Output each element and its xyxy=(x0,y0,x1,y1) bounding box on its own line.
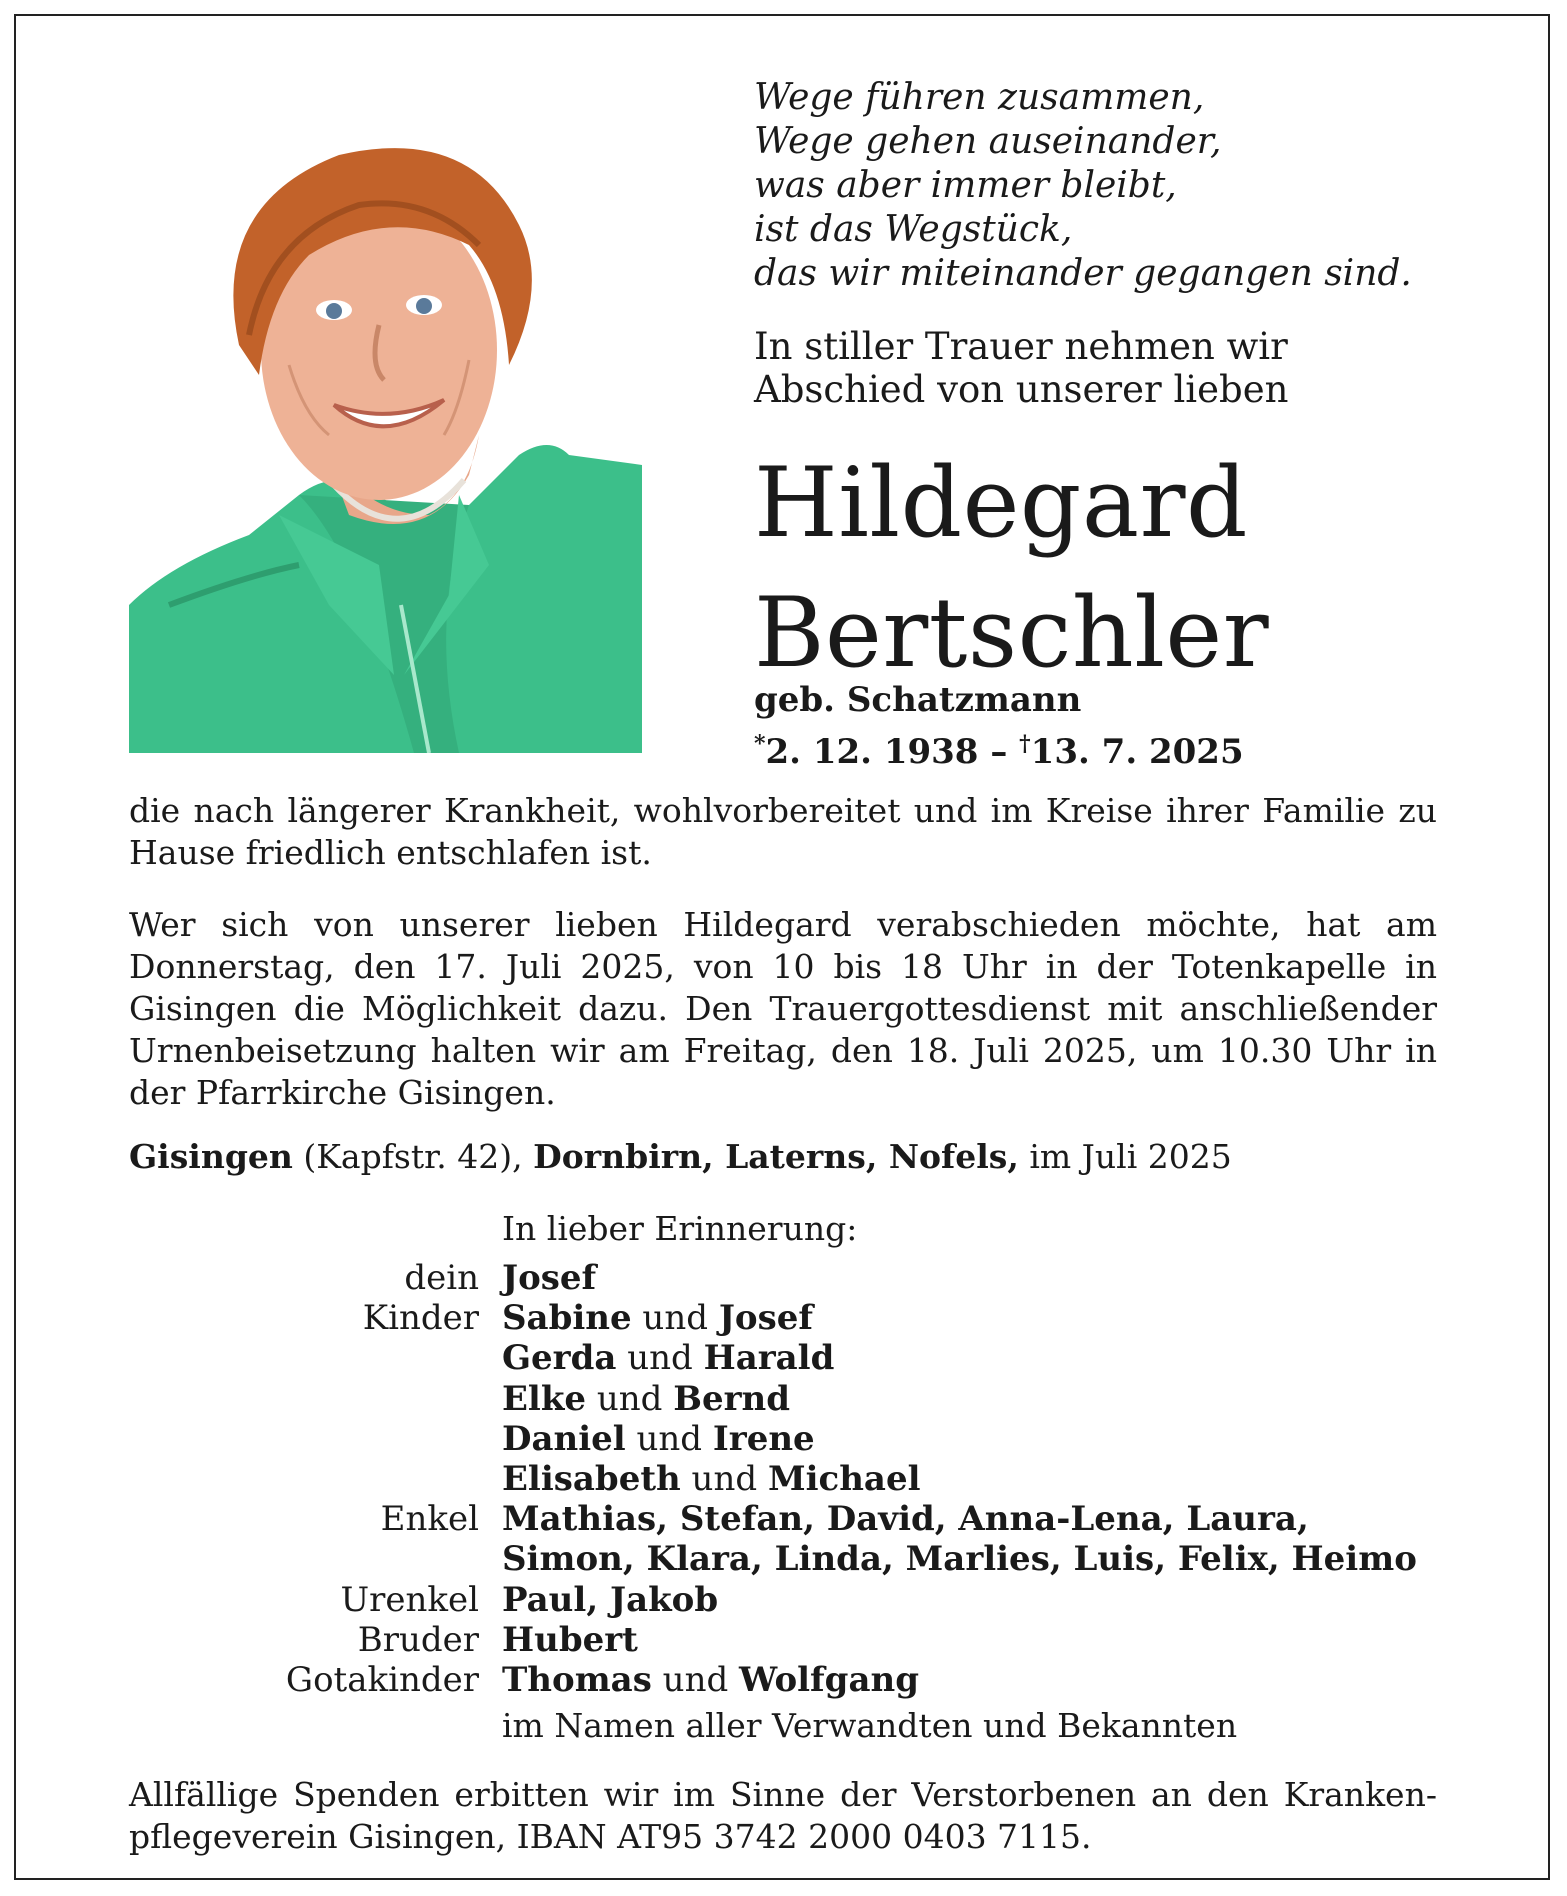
deceased-name xyxy=(754,438,1269,698)
family-member-name: Mathias, Stefan, David, Anna-Lena, Laura, xyxy=(502,1499,1309,1540)
birth-date: 2. 12. 1938 xyxy=(765,732,979,772)
family-list xyxy=(0,1258,1567,1700)
family-role: Bruder xyxy=(357,1619,479,1660)
family-member-name: Michael xyxy=(767,1458,921,1499)
family-member-name: Daniel xyxy=(502,1418,626,1459)
family-connector: und xyxy=(616,1338,704,1379)
date-dash: – xyxy=(990,732,1008,772)
location-address: (Kapfstr. 42), xyxy=(303,1137,523,1176)
paragraph-passing: die nach längerer Krankheit, wohlvorbereitet und im Kreise ihrer Familie zu Hause friedlich entschlafen ist. xyxy=(129,791,1437,872)
family-member-name: Simon, Klara, Linda, Marlies, Luis, Felix, Heimo xyxy=(502,1539,1417,1580)
poem xyxy=(754,76,1412,296)
family-names xyxy=(502,1298,813,1338)
family-member-name: Irene xyxy=(712,1418,815,1459)
family-member-name: Josef xyxy=(502,1258,597,1298)
family-row xyxy=(0,1298,1567,1338)
family-names xyxy=(502,1258,596,1298)
family-row xyxy=(0,1539,1567,1579)
last-name: Bertschler xyxy=(754,577,1270,689)
donation-note: Allfällige Spenden erbitten wir im Sinne der Verstorbenen an den Kranken-pflegeverein Gisingen, IBAN AT95 3742 2000 0403 7115. xyxy=(129,1775,1437,1856)
family-names xyxy=(502,1419,815,1459)
poem-line: ist das Wegstück, xyxy=(754,209,1073,250)
family-row xyxy=(0,1419,1567,1459)
location-line xyxy=(129,1136,1232,1178)
family-member-name: Josef xyxy=(718,1298,813,1339)
family-member-name: Wolfgang xyxy=(739,1659,919,1700)
family-member-name: Elke xyxy=(502,1378,587,1419)
first-name: Hildegard xyxy=(754,447,1248,559)
family-names xyxy=(502,1499,1309,1539)
family-row xyxy=(0,1499,1567,1539)
location-date: im Juli 2025 xyxy=(1029,1137,1232,1176)
family-member-name: Gerda xyxy=(502,1338,617,1379)
paragraph-service: Wer sich von unserer lieben Hildegard verabschieden möchte, hat am Donnerstag, den 17. Juli 2025, von 10 bis 18 Uhr in der Totenkapelle in Gisingen die Möglichkeit dazu. Den Trauergottesdienst mit anschließender Urnenbeisetzung halten wir am Freitag, den 18. Juli 2025, um 10.30 Uhr in der Pfarrkirche Gisingen. xyxy=(129,905,1437,1112)
family-row xyxy=(0,1660,1567,1700)
family-names xyxy=(502,1459,921,1499)
family-member-name: Elisabeth xyxy=(502,1458,681,1499)
birth-mark: * xyxy=(754,731,766,757)
death-mark: † xyxy=(1019,731,1031,757)
family-role: Gotakinder xyxy=(285,1659,479,1700)
family-names xyxy=(502,1539,1417,1579)
family-member-name: Thomas xyxy=(502,1659,652,1700)
family-row xyxy=(0,1620,1567,1660)
family-row xyxy=(0,1338,1567,1378)
portrait-photo xyxy=(129,135,642,753)
family-role: Kinder xyxy=(362,1298,479,1339)
family-connector: und xyxy=(680,1458,768,1499)
family-connector: und xyxy=(625,1418,713,1459)
death-date: 13. 7. 2025 xyxy=(1030,732,1244,772)
family-member-name: Sabine xyxy=(502,1298,632,1339)
birth-name: geb. Schatzmann xyxy=(754,680,1082,720)
poem-line: Wege gehen auseinander, xyxy=(754,121,1222,162)
poem-line: was aber immer bleibt, xyxy=(754,165,1177,206)
family-names xyxy=(502,1660,919,1700)
family-role: dein xyxy=(404,1258,479,1298)
poem-line: das wir miteinander gegangen sind. xyxy=(754,253,1412,294)
family-row xyxy=(0,1258,1567,1298)
family-connector: und xyxy=(651,1659,740,1700)
family-names xyxy=(502,1379,790,1419)
family-member-name: Bernd xyxy=(673,1378,790,1419)
family-connector: und xyxy=(631,1298,719,1339)
poem-line: Wege führen zusammen, xyxy=(754,77,1205,118)
family-row xyxy=(0,1459,1567,1499)
intro-text: In stiller Trauer nehmen wir Abschied von unserer lieben xyxy=(754,325,1289,411)
family-member-name: Hubert xyxy=(502,1619,638,1660)
location-place: Gisingen xyxy=(129,1137,293,1176)
family-row xyxy=(0,1379,1567,1419)
life-dates xyxy=(754,722,1244,774)
location-others: Dornbirn, Laterns, Nofels, xyxy=(533,1137,1019,1176)
closing-line: im Namen aller Verwandten und Bekannten xyxy=(502,1706,1238,1745)
family-names xyxy=(502,1620,638,1660)
family-names xyxy=(502,1580,718,1620)
family-names xyxy=(502,1338,834,1378)
family-member-name: Harald xyxy=(703,1338,835,1379)
family-role: Enkel xyxy=(380,1499,479,1540)
family-row xyxy=(0,1580,1567,1620)
family-role: Urenkel xyxy=(340,1579,479,1620)
family-connector: und xyxy=(586,1378,674,1419)
family-member-name: Paul, Jakob xyxy=(502,1579,719,1620)
remembrance-heading: In lieber Erinnerung: xyxy=(502,1209,858,1248)
